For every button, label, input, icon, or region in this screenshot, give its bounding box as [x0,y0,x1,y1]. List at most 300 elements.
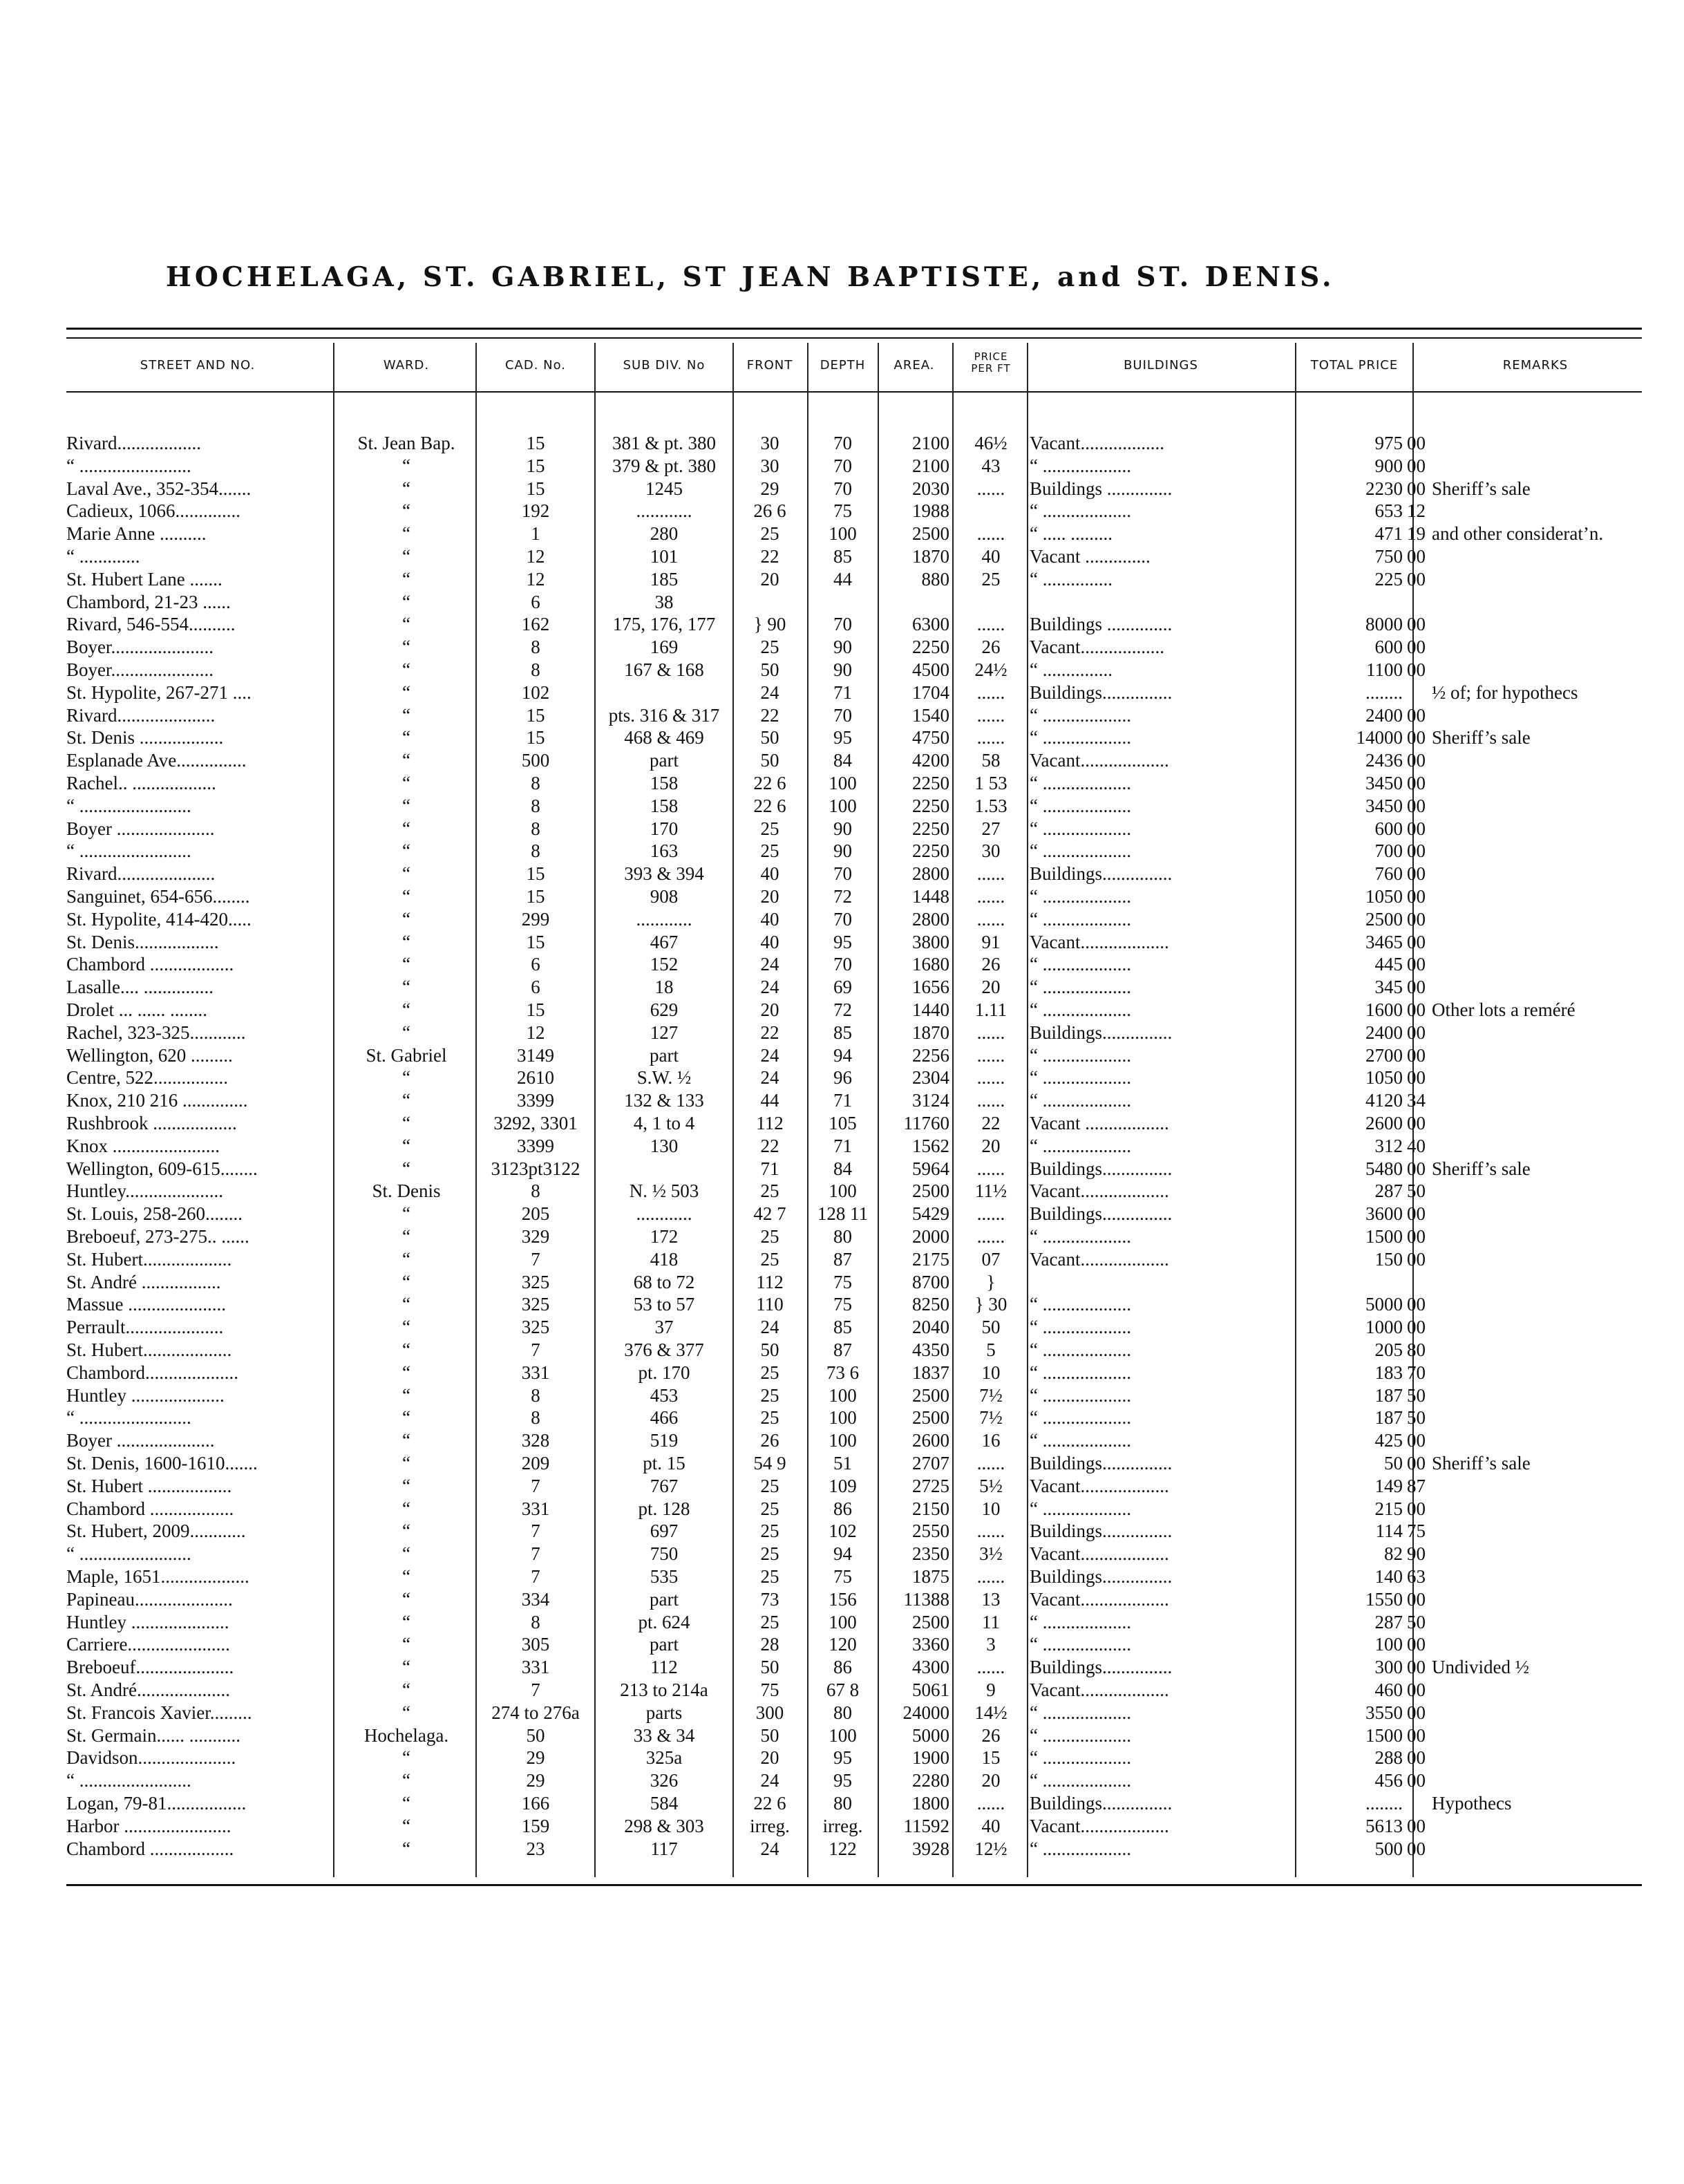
front-cell: 50 [760,727,779,749]
price-per-ft-cell: ...... [976,1793,1005,1814]
front-cell: 22 [760,1135,779,1156]
depth-cell: 90 [833,840,852,862]
ward-cell: “ [402,1430,410,1451]
ward-cell: “ [402,908,410,930]
front-cell: 112 [756,1113,784,1133]
total-cents-cell: 00 [1407,1838,1426,1859]
subdiv-cell: 584 [650,1793,679,1814]
street-cell: St. Hubert .................. [66,1475,232,1496]
table-row [0,818,1684,840]
total-cents-cell: 00 [1407,1588,1426,1610]
ward-cell: “ [402,1203,410,1225]
depth-cell: 84 [833,750,852,771]
depth-cell: 87 [833,1248,852,1270]
buildings-cell: “ ................... [1030,1067,1131,1089]
total-cents-cell: 00 [1407,1294,1426,1315]
street-cell: Huntley .................... [66,1384,225,1406]
ward-cell: “ [402,523,410,545]
cad-no-cell: 8 [531,773,540,793]
subdiv-cell: 172 [650,1226,679,1247]
ward-cell: “ [402,818,410,839]
depth-cell: 90 [833,637,852,658]
buildings-cell: “ ................... [1030,908,1131,930]
price-per-ft-cell: 14½ [974,1702,1007,1723]
subdiv-cell: 163 [650,840,679,862]
front-cell: 25 [760,1543,779,1565]
subdiv-cell: 53 to 57 [633,1294,695,1315]
buildings-cell: Buildings............... [1030,1453,1173,1474]
cad-no-cell: 7 [531,1248,540,1270]
subdiv-cell: N. ½ 503 [629,1180,699,1202]
buildings-cell: “ ............... [1030,568,1113,590]
total-price-cell: ........ [1365,681,1403,703]
ward-cell: “ [402,1611,410,1632]
area-cell: 8250 [912,1294,949,1315]
street-cell: “ ........................ [66,1407,191,1429]
total-cents-cell: 00 [1407,659,1426,680]
street-cell: Lasalle.... ............... [66,977,214,998]
subdiv-cell: 167 & 168 [624,659,704,680]
subdiv-cell: ............ [636,1203,692,1225]
total-cents-cell: 00 [1407,1747,1426,1769]
cad-no-cell: 8 [531,818,540,839]
cad-no-cell: 8 [531,1384,540,1406]
front-cell: 26 [760,1430,779,1451]
price-per-ft-cell: 9 [986,1679,996,1700]
depth-cell: 84 [833,1158,852,1179]
depth-cell: 75 [833,1294,852,1315]
total-price-cell: 140 [1374,1566,1403,1587]
ward-cell: “ [402,1248,410,1270]
total-price-cell: ........ [1365,1793,1403,1814]
buildings-cell: Vacant .................. [1030,1113,1169,1133]
area-cell: 2500 [912,1180,949,1202]
subdiv-cell: 175, 176, 177 [612,614,716,635]
ward-cell: “ [402,1090,410,1111]
street-cell: Chambord .................. [66,1838,234,1859]
depth-cell: 75 [833,500,852,522]
front-cell: 71 [760,1158,779,1179]
area-cell: 3360 [912,1634,949,1655]
street-cell: St. Denis.................. [66,931,219,952]
subdiv-cell: 535 [650,1566,679,1587]
subdiv-cell: 326 [650,1770,679,1791]
buildings-cell: Vacant.................. [1030,433,1164,453]
price-per-ft-cell: 3½ [979,1543,1003,1565]
area-cell: 3928 [912,1838,949,1859]
table-row [0,795,1684,817]
price-per-ft-cell: 26 [981,637,1001,658]
cad-no-cell: 209 [521,1453,550,1474]
buildings-cell: “ ................... [1030,840,1131,862]
header-price-line2: PER FT [971,362,1011,375]
ward-cell: “ [402,1657,410,1678]
buildings-cell: “ ................... [1030,1044,1131,1066]
table-row [0,1158,1684,1180]
street-cell: “ ............. [66,546,140,567]
area-cell: 1448 [912,886,949,907]
area-cell: 5061 [912,1679,949,1700]
subdiv-cell: 467 [650,931,679,952]
ward-cell: “ [402,1793,410,1814]
depth-cell: 100 [829,795,857,816]
table-row [0,1339,1684,1361]
buildings-cell: Buildings............... [1030,1022,1173,1043]
total-price-cell: 600 [1374,637,1403,658]
price-per-ft-cell: 58 [981,750,1001,771]
cad-no-cell: 274 to 276a [491,1702,580,1723]
cad-no-cell: 205 [521,1203,550,1225]
table-row [0,455,1684,477]
street-cell: Boyer...................... [66,637,214,658]
remarks-cell: Sheriff’s sale [1432,1158,1531,1179]
header-buildings: BUILDINGS [1124,358,1198,373]
table-row [0,1248,1684,1270]
depth-cell: irreg. [822,1815,863,1836]
subdiv-cell: part [650,1588,679,1610]
area-cell: 2250 [912,818,949,839]
ward-cell: “ [402,1158,410,1179]
ward-cell: “ [402,1453,410,1474]
buildings-cell: “ ................... [1030,1339,1131,1360]
depth-cell: 85 [833,1022,852,1043]
total-cents-cell: 50 [1407,1384,1426,1406]
area-cell: 4200 [912,750,949,771]
area-cell: 5964 [912,1158,949,1179]
street-cell: Rivard..................... [66,704,216,726]
price-per-ft-cell: 1.53 [974,795,1007,816]
ward-cell: “ [402,704,410,726]
total-cents-cell: 00 [1407,455,1426,476]
buildings-cell: “ ................... [1030,1702,1131,1723]
total-price-cell: 100 [1374,1634,1403,1655]
subdiv-cell: 325a [645,1747,683,1769]
depth-cell: 80 [833,1793,852,1814]
total-price-cell: 975 [1374,433,1403,453]
total-cents-cell: 00 [1407,1317,1426,1338]
street-cell: Rachel.. .................. [66,773,216,793]
total-price-cell: 14000 [1356,727,1403,749]
total-price-cell: 50 [1384,1453,1403,1474]
remarks-cell: Other lots a reméré [1432,999,1576,1020]
ward-cell: “ [402,637,410,658]
total-price-cell: 1550 [1365,1588,1403,1610]
table-row [0,931,1684,953]
street-cell: Rivard.................. [66,433,201,453]
cad-no-cell: 15 [526,478,545,499]
buildings-cell: “ ................... [1030,1498,1131,1519]
price-per-ft-cell: ...... [976,1044,1005,1066]
subdiv-cell: 213 to 214a [620,1679,708,1700]
front-cell: 112 [756,1271,784,1292]
total-cents-cell: 00 [1407,1158,1426,1179]
total-price-cell: 1500 [1365,1724,1403,1746]
total-cents-cell: 75 [1407,1521,1426,1542]
front-cell: 50 [760,1657,779,1678]
price-per-ft-cell: 20 [981,977,1001,998]
depth-cell: 70 [833,704,852,726]
area-cell: 2725 [912,1475,949,1496]
total-price-cell: 345 [1374,977,1403,998]
street-cell: St. Louis, 258-260........ [66,1203,243,1225]
subdiv-cell: 381 & pt. 380 [612,433,716,453]
cad-no-cell: 29 [526,1770,545,1791]
price-per-ft-cell: ...... [976,863,1005,885]
area-cell: 3800 [912,931,949,952]
ward-cell: “ [402,1022,410,1043]
front-cell: 24 [760,954,779,975]
table-row [0,840,1684,862]
area-cell: 2800 [912,908,949,930]
area-cell: 1704 [912,681,949,703]
area-cell: 2500 [912,1407,949,1429]
total-cents-cell: 87 [1407,1475,1426,1496]
ward-cell: “ [402,1588,410,1610]
total-price-cell: 750 [1374,546,1403,567]
subdiv-cell: 38 [654,591,674,612]
depth-cell: 71 [833,1135,852,1156]
remarks-cell: Sheriff’s sale [1432,478,1531,499]
ward-cell: “ [402,1566,410,1587]
cad-no-cell: 334 [521,1588,550,1610]
street-cell: Massue ..................... [66,1294,226,1315]
total-cents-cell: 00 [1407,433,1426,453]
depth-cell: 96 [833,1067,852,1089]
subdiv-cell: pt. 15 [643,1453,685,1474]
front-cell: 25 [760,1611,779,1632]
total-price-cell: 3550 [1365,1702,1403,1723]
street-cell: Rushbrook .................. [66,1113,237,1133]
street-cell: St. Hubert Lane ....... [66,568,223,590]
street-cell: Perrault..................... [66,1317,224,1338]
ward-cell: “ [402,727,410,749]
total-price-cell: 150 [1374,1248,1403,1270]
price-per-ft-cell: 16 [981,1430,1001,1451]
table-row [0,1724,1684,1747]
total-price-cell: 653 [1374,500,1403,522]
total-price-cell: 5000 [1365,1294,1403,1315]
top-rule-thin [66,337,1642,339]
cad-no-cell: 8 [531,637,540,658]
subdiv-cell: 68 to 72 [633,1271,695,1292]
area-cell: 2500 [912,1611,949,1632]
depth-cell: 100 [829,773,857,793]
table-row [0,976,1684,998]
table-row [0,1044,1684,1066]
ward-cell: “ [402,795,410,816]
street-cell: St. Francois Xavier......... [66,1702,252,1723]
table-row [0,704,1684,726]
cad-no-cell: 7 [531,1339,540,1360]
area-cell: 2250 [912,840,949,862]
cad-no-cell: 15 [526,433,545,453]
subdiv-cell: 750 [650,1543,679,1565]
street-cell: Knox ....................... [66,1135,220,1156]
buildings-cell: Vacant................... [1030,1679,1169,1700]
price-per-ft-cell: 30 [981,840,1001,862]
buildings-cell: “ ................... [1030,1611,1131,1632]
total-price-cell: 149 [1374,1475,1403,1496]
table-row [0,478,1684,500]
front-cell: 25 [760,1407,779,1429]
price-per-ft-cell: 10 [981,1498,1001,1519]
area-cell: 2256 [912,1044,949,1066]
cad-no-cell: 159 [521,1815,550,1836]
front-cell: 26 6 [753,500,786,522]
total-cents-cell: 50 [1407,1407,1426,1429]
front-cell: 28 [760,1634,779,1655]
total-cents-cell: 00 [1407,1702,1426,1723]
price-per-ft-cell: 7½ [979,1407,1003,1429]
subdiv-cell: pt. 128 [638,1498,690,1519]
cad-no-cell: 192 [521,500,550,522]
price-per-ft-cell: ...... [976,614,1005,635]
total-price-cell: 225 [1374,568,1403,590]
total-price-cell: 82 [1384,1543,1403,1565]
buildings-cell: “ ................... [1030,818,1131,839]
ward-cell: “ [402,1702,410,1723]
ward-cell: “ [402,1498,410,1519]
table-row [0,1656,1684,1678]
front-cell: 20 [760,568,779,590]
area-cell: 1875 [912,1566,949,1587]
total-price-cell: 1000 [1365,1317,1403,1338]
ward-cell: “ [402,1271,410,1292]
buildings-cell: “ ................... [1030,977,1131,998]
buildings-cell: “ ................... [1030,999,1131,1020]
depth-cell: 100 [829,1384,857,1406]
total-cents-cell: 00 [1407,818,1426,839]
depth-cell: 100 [829,523,857,545]
price-per-ft-cell: 26 [981,954,1001,975]
area-cell: 2707 [912,1453,949,1474]
total-cents-cell: 19 [1407,523,1426,545]
area-cell: 2150 [912,1498,949,1519]
front-cell: 25 [760,1475,779,1496]
street-cell: Chambord, 21-23 ...... [66,591,231,612]
total-price-cell: 2436 [1365,750,1403,771]
table-row [0,749,1684,771]
street-cell: Papineau..................... [66,1588,233,1610]
total-price-cell: 1050 [1365,1067,1403,1089]
total-price-cell: 456 [1374,1770,1403,1791]
price-per-ft-cell: ...... [976,1203,1005,1225]
cad-no-cell: 8 [531,1180,540,1202]
table-row [0,500,1684,522]
area-cell: 4350 [912,1339,949,1360]
cad-no-cell: 29 [526,1747,545,1769]
front-cell: 24 [760,1770,779,1791]
price-per-ft-cell: ...... [976,681,1005,703]
price-per-ft-cell: ...... [976,1090,1005,1111]
total-price-cell: 3450 [1365,795,1403,816]
price-per-ft-cell: 10 [981,1362,1001,1383]
total-cents-cell: 00 [1407,1453,1426,1474]
price-per-ft-cell: ...... [976,704,1005,726]
street-cell: Chambord .................. [66,1498,234,1519]
cad-no-cell: 15 [526,863,545,885]
area-cell: 5429 [912,1203,949,1225]
total-cents-cell: 00 [1407,1815,1426,1836]
front-cell: 20 [760,1747,779,1769]
buildings-cell: Vacant................... [1030,1248,1169,1270]
street-cell: Breboeuf..................... [66,1657,234,1678]
area-cell: 11592 [903,1815,949,1836]
street-cell: Marie Anne .......... [66,523,207,545]
table-row [0,1588,1684,1610]
area-cell: 1440 [912,999,949,1020]
cad-no-cell: 7 [531,1543,540,1565]
total-price-cell: 3465 [1365,931,1403,952]
table-row [0,1565,1684,1588]
area-cell: 2800 [912,863,949,885]
total-price-cell: 2400 [1365,704,1403,726]
table-row [0,1520,1684,1542]
table-row [0,999,1684,1021]
area-cell: 2250 [912,637,949,658]
subdiv-cell: 37 [654,1317,674,1338]
depth-cell: 51 [833,1453,852,1474]
depth-cell: 80 [833,1226,852,1247]
header-ward: WARD. [383,358,430,373]
total-cents-cell: 00 [1407,977,1426,998]
street-cell: St. Denis .................. [66,727,224,749]
table-row [0,1498,1684,1520]
total-price-cell: 900 [1374,455,1403,476]
total-price-cell: 1050 [1365,886,1403,907]
total-price-cell: 2230 [1365,478,1403,499]
street-cell: Boyer...................... [66,659,214,680]
price-per-ft-cell: 43 [981,455,1001,476]
buildings-cell: Buildings .............. [1030,478,1173,499]
ward-cell: “ [402,1475,410,1496]
depth-cell: 95 [833,727,852,749]
cad-no-cell: 325 [521,1317,550,1338]
area-cell: 2100 [912,455,949,476]
depth-cell: 100 [829,1180,857,1202]
area-cell: 2350 [912,1543,949,1565]
total-cents-cell: 50 [1407,1611,1426,1632]
area-cell: 1870 [912,1022,949,1043]
table-row [0,523,1684,545]
subdiv-cell: 169 [650,637,679,658]
table-row [0,1362,1684,1384]
ward-cell: “ [402,1113,410,1133]
buildings-cell: Buildings............... [1030,1158,1173,1179]
area-cell: 2040 [912,1317,949,1338]
buildings-cell: “ ................... [1030,704,1131,726]
table-row [0,432,1684,454]
area-cell: 1656 [912,977,949,998]
ward-cell: “ [402,1543,410,1565]
subdiv-cell: pts. 316 & 317 [608,704,720,726]
total-cents-cell: 00 [1407,1498,1426,1519]
buildings-cell: Buildings............... [1030,1793,1173,1814]
street-cell: Knox, 210 216 .............. [66,1090,248,1111]
total-cents-cell: 00 [1407,886,1426,907]
price-per-ft-cell: 11½ [974,1180,1007,1202]
buildings-cell: “ ................... [1030,795,1131,816]
total-cents-cell: 00 [1407,1248,1426,1270]
top-rule [66,328,1642,330]
cad-no-cell: 15 [526,455,545,476]
total-price-cell: 205 [1374,1339,1403,1360]
price-per-ft-cell: 46½ [974,433,1007,453]
table-row [0,1679,1684,1701]
ward-cell: “ [402,546,410,567]
price-per-ft-cell: ...... [976,1657,1005,1678]
cad-no-cell: 162 [521,614,550,635]
